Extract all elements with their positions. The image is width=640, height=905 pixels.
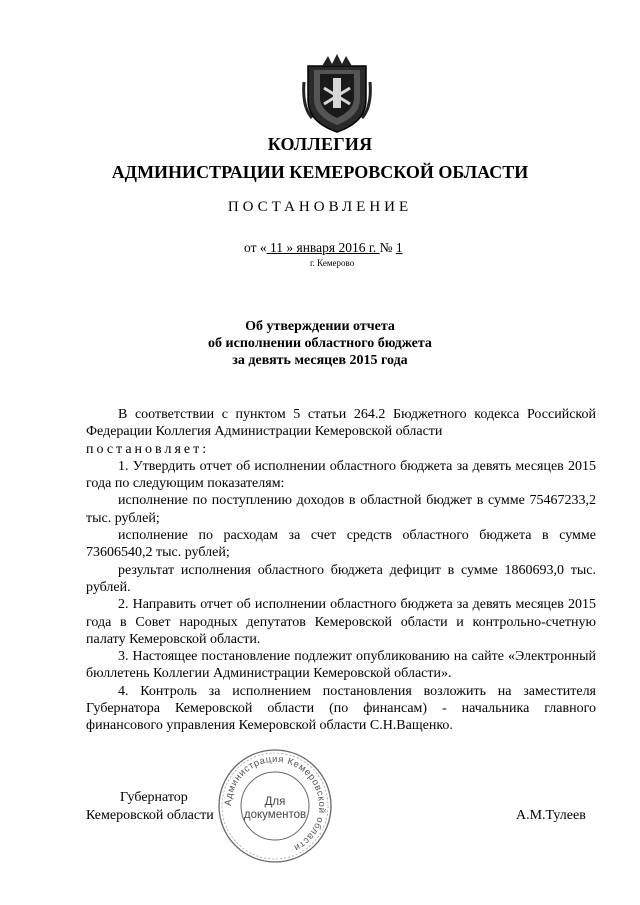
subject-line2: об исполнении областного бюджета — [208, 336, 432, 351]
date-mid: » — [286, 240, 297, 255]
signer-name: А.М.Тулеев — [516, 808, 586, 823]
date-month-year: января 2016 г. — [296, 240, 380, 255]
document-number: 1 — [395, 240, 403, 255]
date-prefix: от « — [244, 240, 267, 255]
stamp-center-line1: Для — [264, 796, 286, 808]
paragraph-item-3: 3. Настоящее постановление подлежит опубликованию на сайте «Электронный бюллетень Коллегии Администрации Кемеровской области». — [86, 649, 596, 682]
paragraph-preamble: В соответствии с пунктом 5 статьи 264.2 Бюджетного кодекса Российской Федерации Коллегия Администрации Кемеровской области — [86, 407, 596, 440]
paragraph-expenses: исполнение по расходам за счет средств областного бюджета в сумме 73606540,2 тыс. рублей; — [86, 528, 596, 561]
number-sign: № — [379, 240, 396, 255]
paragraph-item-1: 1. Утвердить отчет об исполнении областного бюджета за девять месяцев 2015 года по следующим показателям: — [86, 458, 596, 492]
paragraph-item-4: 4. Контроль за исполнением постановления возложить на заместителя Губернатора Кемеровской области (по финансам) - начальника главного финансового управления Кемеровской области С.Н.Ващенко. — [86, 683, 596, 734]
document-subject — [0, 318, 640, 369]
date-day: 11 — [266, 240, 287, 255]
paragraph-resolves: постановляет: — [86, 441, 210, 457]
org-name-line2: АДМИНИСТРАЦИИ КЕМЕРОВСКОЙ ОБЛАСТИ — [111, 162, 529, 182]
city-label: г. Кемерово — [310, 258, 355, 268]
signer-title-line2: Кемеровской области — [86, 808, 214, 823]
signer-title-line1: Губернатор — [120, 790, 188, 805]
coat-of-arms-icon — [302, 52, 372, 134]
paragraph-item-2: 2. Направить отчет об исполнении областного бюджета за девять месяцев 2015 года в Совет народных депутатов Кемеровской области и контрольно-счетную палату Кемеровской области. — [86, 597, 596, 647]
subject-line1: Об утверждении отчета — [245, 319, 395, 334]
stamp-center-line2: документов — [243, 809, 307, 821]
paragraph-deficit: результат исполнения областного бюджета дефицит в сумме 1860693,0 тыс. рублей. — [86, 562, 596, 595]
stamp-ring-text: Администрация Кемеровской области — [222, 753, 328, 854]
subject-line3: за девять месяцев 2015 года — [232, 353, 408, 368]
paragraph-revenue: исполнение по поступлению доходов в областной бюджет в сумме 75467233,2 тыс. рублей; — [86, 493, 596, 526]
document-body — [86, 406, 596, 735]
document-type: ПОСТАНОВЛЕНИЕ — [227, 199, 413, 215]
org-name-line1: КОЛЛЕГИЯ — [267, 134, 373, 154]
date-line — [244, 240, 403, 256]
stamp-center-label — [217, 796, 333, 822]
